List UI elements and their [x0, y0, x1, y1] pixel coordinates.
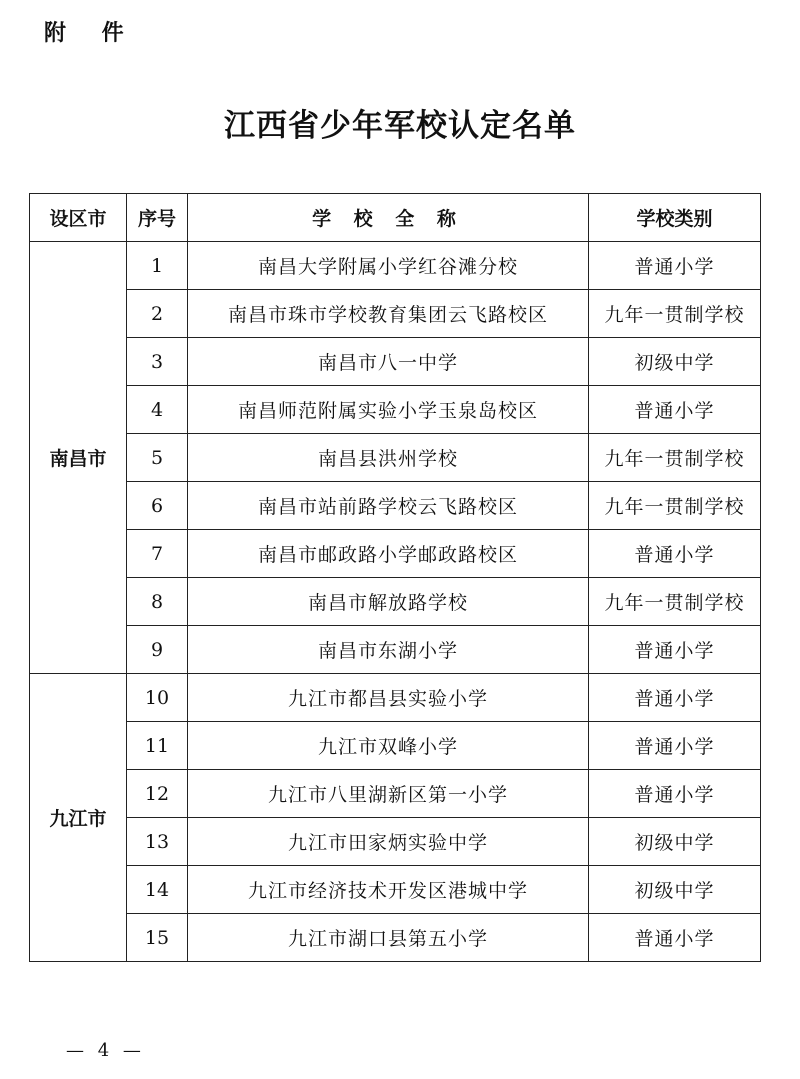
school-name: 南昌市邮政路小学邮政路校区: [188, 530, 589, 578]
row-number: 14: [127, 866, 188, 914]
school-category: 初级中学: [589, 866, 761, 914]
table-body: [30, 242, 761, 962]
column-header-region: 设区市: [30, 194, 127, 242]
school-name: 南昌市站前路学校云飞路校区: [188, 482, 589, 530]
row-number: 7: [127, 530, 188, 578]
school-category: 普通小学: [589, 914, 761, 962]
row-number: 6: [127, 482, 188, 530]
page-number: — 4 —: [66, 1040, 145, 1061]
document-title: 江西省少年军校认定名单: [224, 108, 576, 144]
school-category: 九年一贯制学校: [589, 290, 761, 338]
row-number: 13: [127, 818, 188, 866]
row-number: 10: [127, 674, 188, 722]
table-row: [30, 818, 761, 866]
school-name: 南昌市东湖小学: [188, 626, 589, 674]
school-category: 初级中学: [589, 338, 761, 386]
school-category: 普通小学: [589, 242, 761, 290]
school-category: 普通小学: [589, 530, 761, 578]
table-row: [30, 626, 761, 674]
school-category: 普通小学: [589, 626, 761, 674]
region-cell-jiujiang: 九江市: [30, 674, 127, 962]
row-number: 11: [127, 722, 188, 770]
table-row: [30, 578, 761, 626]
school-name: 九江市湖口县第五小学: [188, 914, 589, 962]
school-category: 九年一贯制学校: [589, 578, 761, 626]
row-number: 15: [127, 914, 188, 962]
table-row: [30, 482, 761, 530]
row-number: 2: [127, 290, 188, 338]
row-number: 3: [127, 338, 188, 386]
school-category: 普通小学: [589, 674, 761, 722]
table-row: [30, 290, 761, 338]
table-row: [30, 770, 761, 818]
school-category: 普通小学: [589, 770, 761, 818]
school-category: 九年一贯制学校: [589, 434, 761, 482]
row-number: 9: [127, 626, 188, 674]
school-name: 九江市八里湖新区第一小学: [188, 770, 589, 818]
school-name: 南昌大学附属小学红谷滩分校: [188, 242, 589, 290]
table-row: [30, 434, 761, 482]
school-name: 南昌县洪州学校: [188, 434, 589, 482]
school-category: 初级中学: [589, 818, 761, 866]
row-number: 8: [127, 578, 188, 626]
column-header-number: 序号: [127, 194, 188, 242]
school-category: 普通小学: [589, 386, 761, 434]
school-category: 普通小学: [589, 722, 761, 770]
school-name: 南昌市珠市学校教育集团云飞路校区: [188, 290, 589, 338]
table-row: [30, 674, 761, 722]
school-name: 九江市都昌县实验小学: [188, 674, 589, 722]
table-row: [30, 530, 761, 578]
attachment-label: 附 件: [44, 21, 138, 46]
school-name: 九江市双峰小学: [188, 722, 589, 770]
row-number: 12: [127, 770, 188, 818]
row-number: 4: [127, 386, 188, 434]
school-roster-table: [29, 193, 761, 962]
table-row: [30, 866, 761, 914]
school-name: 九江市田家炳实验中学: [188, 818, 589, 866]
column-header-category: 学校类别: [589, 194, 761, 242]
school-name: 南昌市八一中学: [188, 338, 589, 386]
row-number: 5: [127, 434, 188, 482]
table-header-row: [30, 194, 761, 242]
table-row: [30, 914, 761, 962]
school-category: 九年一贯制学校: [589, 482, 761, 530]
school-name: 南昌市解放路学校: [188, 578, 589, 626]
school-name: 南昌师范附属实验小学玉泉岛校区: [188, 386, 589, 434]
row-number: 1: [127, 242, 188, 290]
column-header-school-name: 学 校 全 称: [188, 194, 589, 242]
table-row: [30, 386, 761, 434]
table-row: [30, 338, 761, 386]
table-row: [30, 722, 761, 770]
table-row: [30, 242, 761, 290]
region-cell-nanchang: 南昌市: [30, 242, 127, 674]
school-name: 九江市经济技术开发区港城中学: [188, 866, 589, 914]
